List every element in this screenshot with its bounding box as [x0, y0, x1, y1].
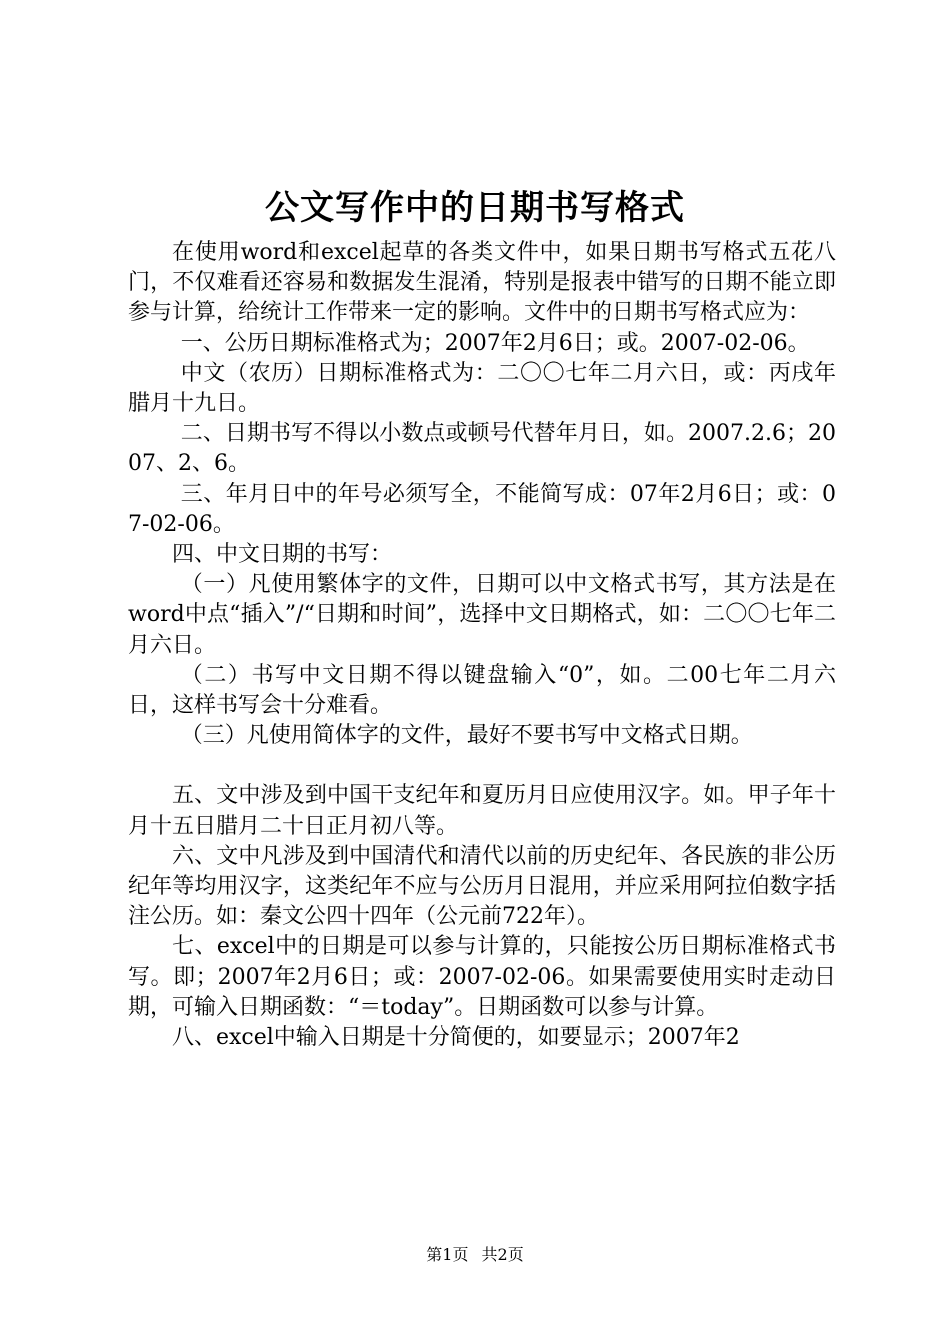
paragraph-7: 七、excel中的日期是可以参与计算的，只能按公历日期标准格式书写。即；2007年2月6日；或：2007-02-06。如果需要使用实时走动日期，可输入日期函数：“＝today”。日期函数可以参与计算。 [128, 934, 836, 1020]
paragraph-4-1: （一）凡使用繁体字的文件，日期可以中文格式书写，其方法是在word中点“插入”/“日期和时间”，选择中文日期格式，如：二〇〇七年二月六日。 [128, 572, 836, 658]
document-body [128, 238, 836, 1053]
blank-line [128, 751, 836, 781]
paragraph-6: 六、文中凡涉及到中国清代和清代以前的历史纪年、各民族的非公历纪年等均用汉字，这类纪年不应与公历月日混用，并应采用阿拉伯数字括注公历。如：秦文公四十四年（公元前722年）。 [128, 843, 836, 930]
document-title: 公文写作中的日期书写格式 [265, 188, 685, 228]
paragraph-3: 三、年月日中的年号必须写全，不能简写成：07年2月6日；或：07-02-06。 [128, 481, 836, 537]
paragraph-4: 四、中文日期的书写： [172, 542, 393, 568]
page-total: 共2页 [481, 1245, 524, 1264]
paragraph-4-2: （二）书写中文日期不得以键盘输入“0”，如。二00七年二月六日，这样书写会十分难看。 [128, 662, 836, 719]
paragraph-5: 五、文中涉及到中国干支纪年和夏历月日应使用汉字。如。甲子年十月十五日腊月二十日正月初八等。 [128, 783, 836, 839]
paragraph-1-lunar: 中文（农历）日期标准格式为：二〇〇七年二月六日，或：丙戌年腊月十九日。 [128, 360, 836, 417]
page-number: 第1页 [426, 1245, 469, 1264]
paragraph-4-3: （三）凡使用简体字的文件，最好不要书写中文格式日期。 [180, 723, 753, 749]
paragraph-8: 八、excel中输入日期是十分简便的，如要显示；2007年2 [172, 1025, 740, 1051]
paragraph-intro: 在使用word和excel起草的各类文件中，如果日期书写格式五花八门，不仅难看还容易和数据发生混淆，特别是报表中错写的日期不能立即参与计算，给统计工作带来一定的影响。文件中的日期书写格式应为： [128, 240, 836, 326]
paragraph-1: 一、公历日期标准格式为；2007年2月6日；或。2007-02-06。 [180, 330, 810, 356]
paragraph-2: 二、日期书写不得以小数点或顿号代替年月日，如。2007.2.6；2007、2、6。 [128, 421, 836, 477]
page-footer [0, 1244, 950, 1266]
